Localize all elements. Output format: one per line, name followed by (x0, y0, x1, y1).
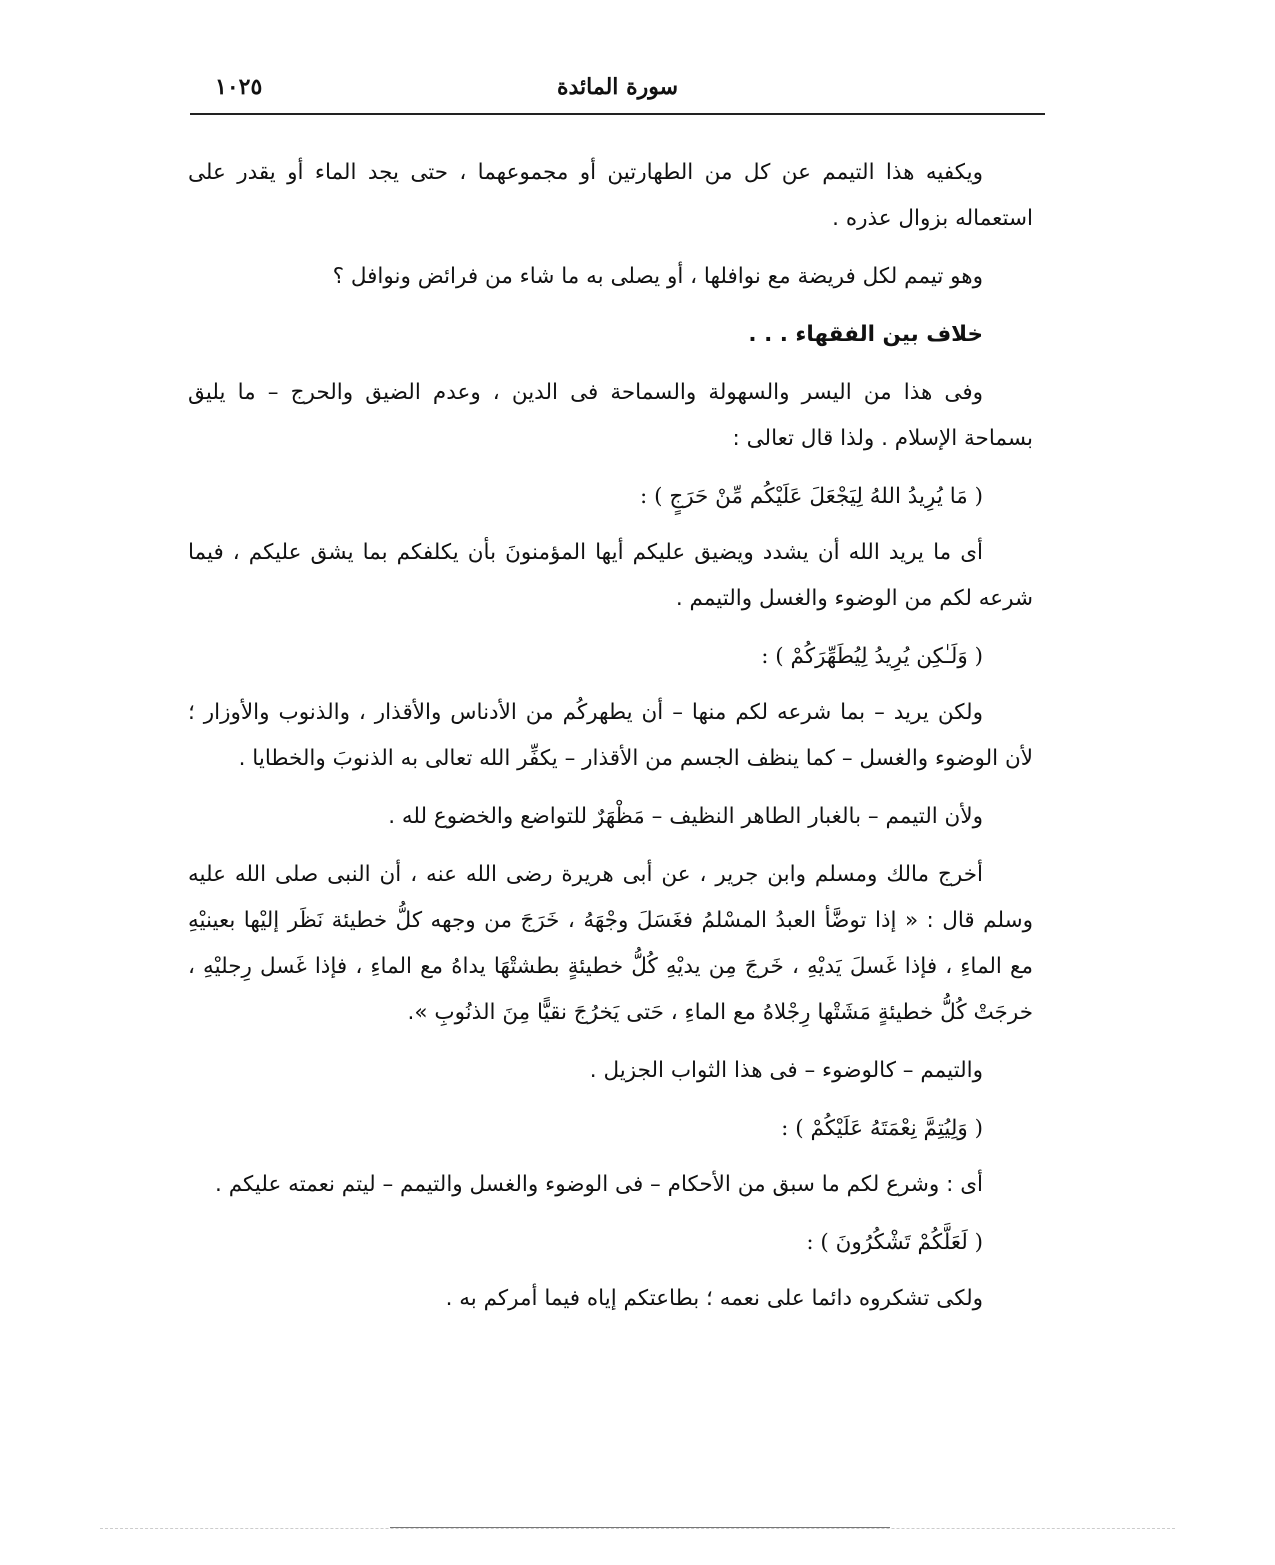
page-header (190, 72, 1045, 112)
paragraph: وهو تيمم لكل فريضة مع نوافلها ، أو يصلى به ما شاء من فرائض ونوافل ؟ (332, 264, 983, 289)
footer-divider-faint (100, 1528, 1175, 1529)
surah-title: سورة المائدة (556, 74, 679, 100)
paragraph: ولأن التيمم – بالغبار الطاهر النظيف – مَظْهَرٌ للتواضع والخضوع لله . (388, 804, 983, 829)
paragraph: والتيمم – كالوضوء – فى هذا الثواب الجزيل . (589, 1058, 983, 1083)
quran-verse: ( لَعَلَّكُمْ تَشْكُرُونَ ) : (806, 1230, 983, 1255)
paragraph: وفى هذا من اليسر والسهولة والسماحة فى الدين ، وعدم الضيق والحرج – ما يليق بسماحة الإسلام . ولذا قال تعالى : (188, 380, 1033, 451)
paragraph: أى : وشرع لكم ما سبق من الأحكام – فى الوضوء والغسل والتيمم – ليتم نعمته عليكم . (215, 1172, 983, 1197)
footer-divider (390, 1527, 890, 1528)
hadith-paragraph: أخرج مالك ومسلم وابن جرير ، عن أبى هريرة رضى الله عنه ، أن النبى صلى الله عليه وسلم قال : « إذا توضَّأ العبدُ المسْلمُ فغَسَلَ وجْهَهُ ، خَرَجَ من وجهه كلُّ خطيئة نَظَر إليْها بعينيْهِ مع الماءِ ، فإذا غَسلَ يَديْهِ ، خَرجَ مِن يديْهِ كُلُّ خطيئةٍ بطشتْهَا يداهُ مع الماءِ ، فإذا غَسل رِجليْهِ ، خرجَتْ كُلُّ خطيئةٍ مَشَتْها رِجْلاهُ مع الماءِ ، حَتى يَخرُجَ نقيًّا مِنَ الذنُوبِ ». (188, 862, 1033, 1025)
paragraph: أى ما يريد الله أن يشدد ويضيق عليكم أيها المؤمنونَ بأن يكلفكم بما يشق عليكم ، فيما شرعه لكم من الوضوء والغسل والتيمم . (188, 540, 1033, 611)
quran-verse: ( وَلِيُتِمَّ نِعْمَتَهُ عَلَيْكُمْ ) : (781, 1116, 983, 1141)
paragraph: ولكى تشكروه دائما على نعمه ؛ بطاعتكم إياه فيما أمركم به . (445, 1286, 983, 1311)
page-body (188, 150, 1033, 1334)
paragraph-bold: خلاف بين الفقهاء . . . (748, 322, 983, 347)
quran-verse: ( مَا يُرِيدُ اللهُ لِيَجْعَلَ عَلَيْكُم مِّنْ حَرَجٍ ) : (640, 484, 983, 509)
paragraph: ويكفيه هذا التيمم عن كل من الطهارتين أو مجموعهما ، حتى يجد الماء أو يقدر على استعماله بزوال عذره . (188, 160, 1033, 231)
header-divider (190, 113, 1045, 115)
page-number: ١٠٢٥ (215, 74, 263, 100)
paragraph: ولكن يريد – بما شرعه لكم منها – أن يطهركُم من الأدناس والأقذار ، والذنوب والأوزار ؛ لأن الوضوء والغسل – كما ينظف الجسم من الأقذار – يكفِّر الله تعالى به الذنوبَ والخطايا . (188, 700, 1033, 771)
quran-verse: ( وَلَـٰكِن يُرِيدُ لِيُطَهِّرَكُمْ ) : (761, 644, 983, 669)
